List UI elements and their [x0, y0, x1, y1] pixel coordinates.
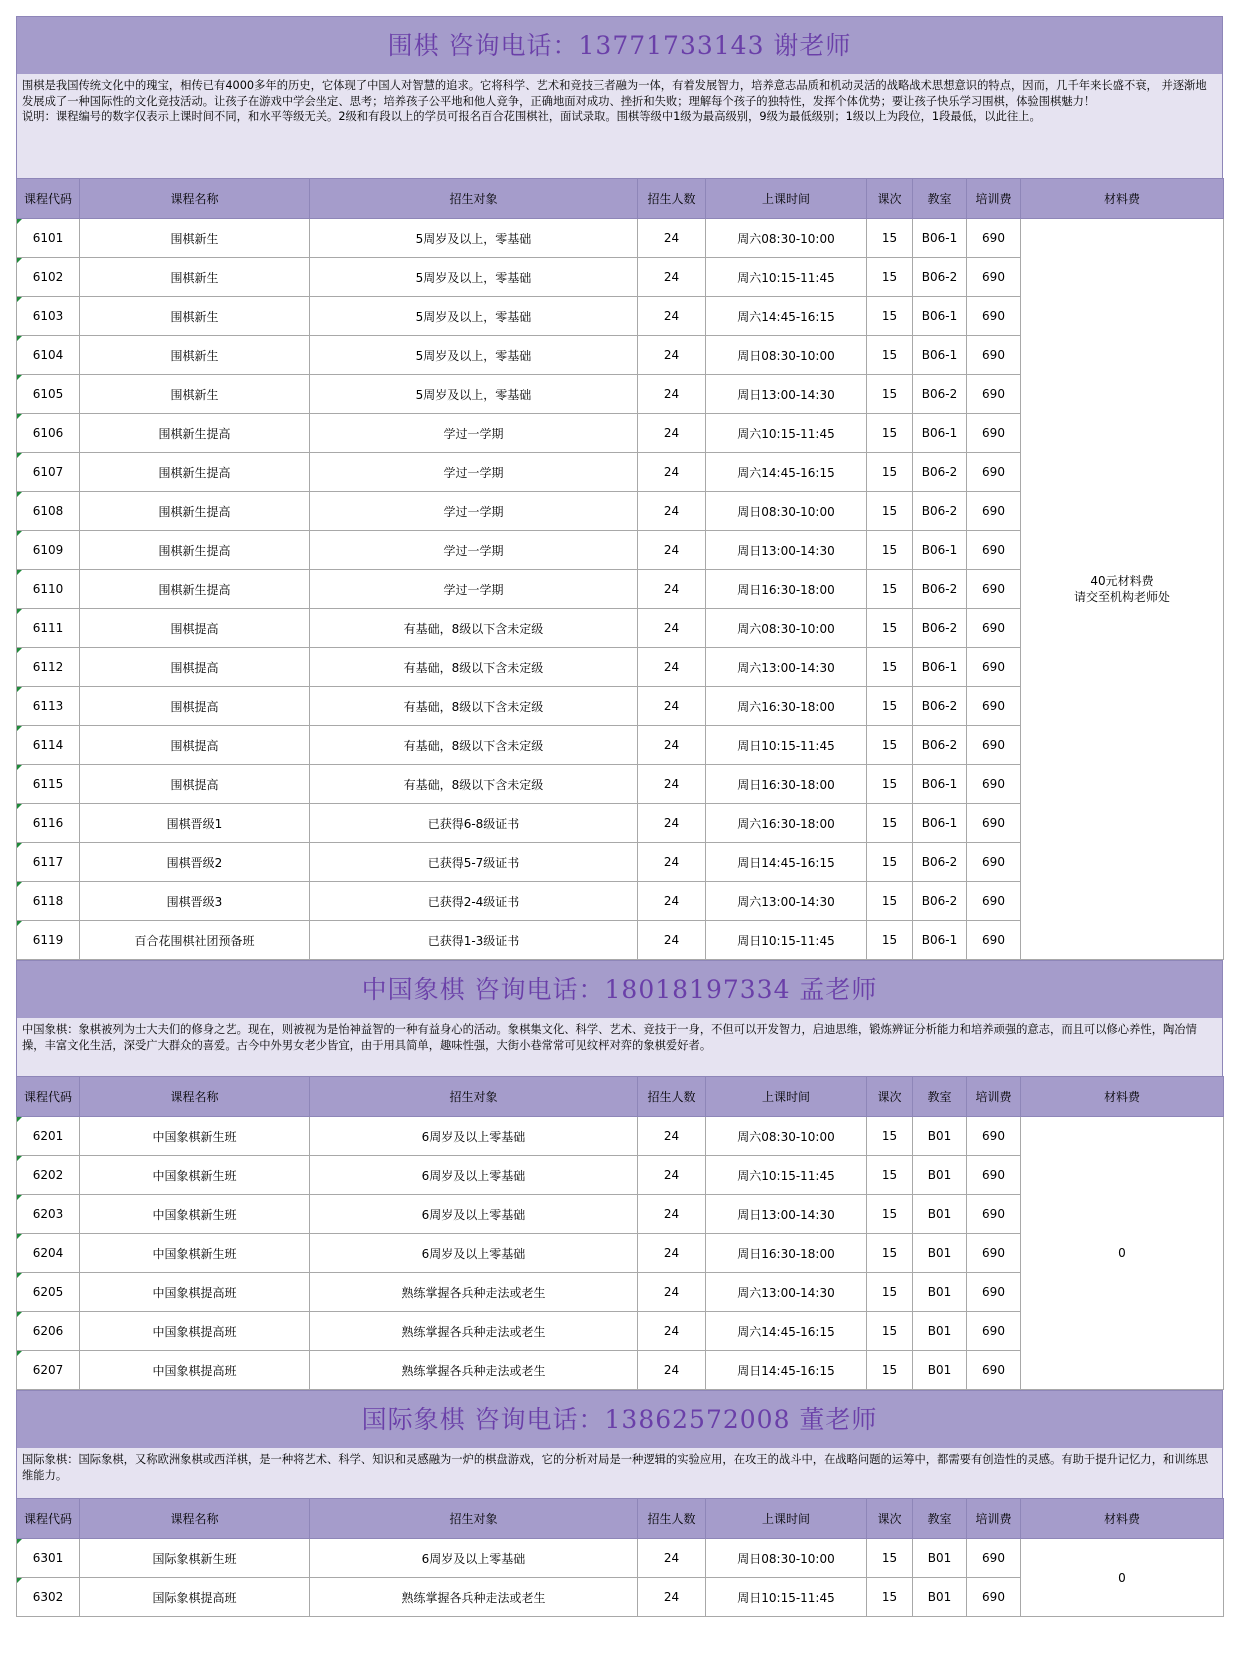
cell-col-target: 有基础，8级以下含未定级 — [310, 687, 638, 726]
material-fee-line: 40元材料费 — [1090, 574, 1154, 588]
cell-col-room: B06-1 — [913, 531, 967, 570]
cell-col-target: 熟练掌握各兵种走法或老生 — [310, 1273, 638, 1312]
cell-col-name: 围棋晋级3 — [80, 882, 310, 921]
cell-col-fee: 690 — [967, 1156, 1021, 1195]
table-row — [17, 1117, 1224, 1156]
cell-col-time: 周六13:00-14:30 — [706, 1273, 867, 1312]
header-col-room: 教室 — [913, 1499, 967, 1539]
cell-col-capacity: 24 — [638, 570, 706, 609]
cell-col-room: B06-2 — [913, 726, 967, 765]
cell-col-name: 围棋新生提高 — [80, 492, 310, 531]
cell-col-code: 6104 — [17, 336, 80, 375]
cell-col-fee: 690 — [967, 258, 1021, 297]
material-fee-line: 请交至机构老师处 — [1073, 590, 1170, 604]
cell-col-name: 中国象棋提高班 — [80, 1351, 310, 1390]
cell-col-fee: 690 — [967, 882, 1021, 921]
cell-col-sessions: 15 — [867, 531, 913, 570]
description-paragraph: 说明：课程编号的数字仅表示上课时间不同，和水平等级无关。2级和有段以上的学员可报名百合花围棋社，面试录取。围棋等级中1级为最高级别，9级为最低级别；1级以上为段位，1段最低，以此往上。 — [22, 110, 1041, 123]
header-row — [17, 1499, 1224, 1539]
header-col-name: 课程名称 — [80, 179, 310, 219]
description-paragraph: 国际象棋：国际象棋，又称欧洲象棋或西洋棋，是一种将艺术、科学、知识和灵感融为一炉的棋盘游戏，它的分析对局是一种逻辑的实验应用，在攻王的战斗中，在战略问题的运筹中，都需要有创造性的灵感。有助于提升记忆力，和训练思维能力。 — [22, 1453, 1209, 1482]
cell-col-code: 6201 — [17, 1117, 80, 1156]
table-row — [17, 1539, 1224, 1578]
header-col-material: 材料费 — [1021, 179, 1224, 219]
cell-col-time: 周日13:00-14:30 — [706, 1195, 867, 1234]
cell-col-name: 围棋新生 — [80, 258, 310, 297]
cell-col-code: 6112 — [17, 648, 80, 687]
cell-col-name: 围棋新生提高 — [80, 414, 310, 453]
cell-col-sessions: 15 — [867, 765, 913, 804]
cell-col-target: 有基础，8级以下含未定级 — [310, 765, 638, 804]
cell-col-sessions: 15 — [867, 1234, 913, 1273]
cell-col-target: 已获得5-7级证书 — [310, 843, 638, 882]
cell-col-time: 周日16:30-18:00 — [706, 570, 867, 609]
header-col-name: 课程名称 — [80, 1077, 310, 1117]
course-table — [16, 1076, 1224, 1390]
cell-col-sessions: 15 — [867, 258, 913, 297]
cell-col-fee: 690 — [967, 531, 1021, 570]
cell-col-sessions: 15 — [867, 414, 913, 453]
cell-col-time: 周日14:45-16:15 — [706, 843, 867, 882]
cell-col-code: 6106 — [17, 414, 80, 453]
cell-col-room: B06-1 — [913, 297, 967, 336]
cell-col-code: 6202 — [17, 1156, 80, 1195]
material-fee-line: 0 — [1118, 1570, 1126, 1585]
cell-col-time: 周六14:45-16:15 — [706, 297, 867, 336]
cell-col-time: 周日08:30-10:00 — [706, 492, 867, 531]
section-title: 国际象棋 咨询电话：13862572008 董老师 — [16, 1390, 1223, 1448]
cell-col-sessions: 15 — [867, 843, 913, 882]
cell-col-code: 6117 — [17, 843, 80, 882]
cell-col-code: 6302 — [17, 1578, 80, 1617]
cell-col-capacity: 24 — [638, 336, 706, 375]
cell-col-code: 6301 — [17, 1539, 80, 1578]
cell-col-name: 围棋新生 — [80, 336, 310, 375]
cell-col-room: B06-1 — [913, 921, 967, 960]
cell-col-name: 围棋新生提高 — [80, 453, 310, 492]
cell-col-name: 围棋新生 — [80, 219, 310, 258]
cell-col-name: 中国象棋新生班 — [80, 1234, 310, 1273]
cell-col-capacity: 24 — [638, 726, 706, 765]
cell-col-sessions: 15 — [867, 1117, 913, 1156]
cell-col-sessions: 15 — [867, 609, 913, 648]
cell-col-capacity: 24 — [638, 453, 706, 492]
section-description — [16, 1448, 1223, 1498]
cell-col-room: B06-2 — [913, 609, 967, 648]
cell-col-fee: 690 — [967, 1273, 1021, 1312]
cell-col-sessions: 15 — [867, 492, 913, 531]
cell-col-target: 学过一学期 — [310, 531, 638, 570]
cell-col-time: 周六16:30-18:00 — [706, 687, 867, 726]
cell-col-time: 周六10:15-11:45 — [706, 258, 867, 297]
cell-col-code: 6206 — [17, 1312, 80, 1351]
cell-col-room: B01 — [913, 1351, 967, 1390]
cell-col-room: B06-1 — [913, 804, 967, 843]
header-col-code: 课程代码 — [17, 179, 80, 219]
course-sheet — [16, 16, 1223, 1617]
cell-col-target: 5周岁及以上，零基础 — [310, 258, 638, 297]
cell-col-capacity: 24 — [638, 1234, 706, 1273]
cell-col-fee: 690 — [967, 765, 1021, 804]
cell-col-name: 国际象棋新生班 — [80, 1539, 310, 1578]
cell-col-fee: 690 — [967, 1351, 1021, 1390]
cell-col-sessions: 15 — [867, 1351, 913, 1390]
cell-col-capacity: 24 — [638, 843, 706, 882]
header-col-name: 课程名称 — [80, 1499, 310, 1539]
cell-col-capacity: 24 — [638, 1539, 706, 1578]
header-col-capacity: 招生人数 — [638, 1499, 706, 1539]
cell-col-sessions: 15 — [867, 921, 913, 960]
cell-col-time: 周日13:00-14:30 — [706, 531, 867, 570]
cell-col-name: 围棋提高 — [80, 765, 310, 804]
cell-col-sessions: 15 — [867, 648, 913, 687]
cell-col-fee: 690 — [967, 1234, 1021, 1273]
cell-col-capacity: 24 — [638, 375, 706, 414]
cell-col-time: 周六08:30-10:00 — [706, 609, 867, 648]
cell-col-time: 周日10:15-11:45 — [706, 921, 867, 960]
cell-col-fee: 690 — [967, 297, 1021, 336]
cell-col-capacity: 24 — [638, 1312, 706, 1351]
cell-col-target: 5周岁及以上，零基础 — [310, 375, 638, 414]
cell-col-capacity: 24 — [638, 492, 706, 531]
cell-col-room: B06-2 — [913, 258, 967, 297]
cell-col-fee: 690 — [967, 492, 1021, 531]
cell-col-room: B06-2 — [913, 492, 967, 531]
cell-col-time: 周日08:30-10:00 — [706, 1539, 867, 1578]
cell-col-sessions: 15 — [867, 1156, 913, 1195]
cell-col-name: 围棋新生提高 — [80, 570, 310, 609]
cell-col-code: 6118 — [17, 882, 80, 921]
cell-col-name: 中国象棋新生班 — [80, 1117, 310, 1156]
cell-col-fee: 690 — [967, 1195, 1021, 1234]
cell-col-target: 熟练掌握各兵种走法或老生 — [310, 1312, 638, 1351]
cell-col-time: 周日08:30-10:00 — [706, 336, 867, 375]
cell-col-room: B06-1 — [913, 414, 967, 453]
course-table — [16, 178, 1224, 960]
cell-col-code: 6119 — [17, 921, 80, 960]
cell-col-fee: 690 — [967, 1578, 1021, 1617]
cell-col-code: 6205 — [17, 1273, 80, 1312]
header-col-target: 招生对象 — [310, 179, 638, 219]
cell-col-capacity: 24 — [638, 1578, 706, 1617]
header-col-fee: 培训费 — [967, 1499, 1021, 1539]
header-col-target: 招生对象 — [310, 1077, 638, 1117]
cell-col-target: 5周岁及以上，零基础 — [310, 336, 638, 375]
cell-col-capacity: 24 — [638, 219, 706, 258]
cell-col-capacity: 24 — [638, 687, 706, 726]
cell-col-target: 熟练掌握各兵种走法或老生 — [310, 1578, 638, 1617]
cell-col-fee: 690 — [967, 414, 1021, 453]
cell-col-code: 6111 — [17, 609, 80, 648]
cell-col-room: B06-2 — [913, 453, 967, 492]
cell-col-room: B06-1 — [913, 648, 967, 687]
cell-col-capacity: 24 — [638, 1117, 706, 1156]
header-col-room: 教室 — [913, 1077, 967, 1117]
cell-col-code: 6114 — [17, 726, 80, 765]
cell-col-name: 围棋新生 — [80, 375, 310, 414]
header-col-material: 材料费 — [1021, 1077, 1224, 1117]
cell-col-target: 6周岁及以上零基础 — [310, 1117, 638, 1156]
cell-col-fee: 690 — [967, 570, 1021, 609]
cell-col-sessions: 15 — [867, 726, 913, 765]
cell-col-code: 6204 — [17, 1234, 80, 1273]
cell-col-name: 围棋提高 — [80, 726, 310, 765]
section-description — [16, 74, 1223, 178]
cell-col-sessions: 15 — [867, 687, 913, 726]
cell-col-fee: 690 — [967, 609, 1021, 648]
cell-col-name: 围棋新生提高 — [80, 531, 310, 570]
cell-col-name: 百合花围棋社团预备班 — [80, 921, 310, 960]
cell-col-target: 已获得2-4级证书 — [310, 882, 638, 921]
cell-col-time: 周六14:45-16:15 — [706, 1312, 867, 1351]
cell-col-code: 6105 — [17, 375, 80, 414]
cell-col-name: 中国象棋提高班 — [80, 1273, 310, 1312]
cell-col-room: B06-2 — [913, 882, 967, 921]
cell-col-name: 围棋提高 — [80, 687, 310, 726]
cell-col-target: 6周岁及以上零基础 — [310, 1195, 638, 1234]
cell-col-fee: 690 — [967, 1312, 1021, 1351]
cell-col-code: 6102 — [17, 258, 80, 297]
material-fee-line: 0 — [1118, 1246, 1126, 1260]
cell-col-name: 围棋晋级1 — [80, 804, 310, 843]
cell-col-room: B01 — [913, 1578, 967, 1617]
cell-col-code: 6101 — [17, 219, 80, 258]
cell-col-sessions: 15 — [867, 1195, 913, 1234]
cell-col-time: 周日13:00-14:30 — [706, 375, 867, 414]
description-paragraph: 中国象棋：象棋被列为士大夫们的修身之艺。现在，则被视为是怡神益智的一种有益身心的活动。象棋集文化、科学、艺术、竞技于一身，不但可以开发智力，启迪思维，锻炼辨证分析能力和培养顽强的意志，而且可以修心养性，陶冶情操，丰富文化生活，深受广大群众的喜爱。古今中外男女老少皆宜，由于用具简单，趣味性强，大街小巷常常可见纹枰对弈的象棋爱好者。 — [22, 1023, 1197, 1052]
cell-col-room: B01 — [913, 1195, 967, 1234]
cell-col-code: 6109 — [17, 531, 80, 570]
cell-col-capacity: 24 — [638, 1273, 706, 1312]
header-col-material: 材料费 — [1021, 1499, 1224, 1539]
cell-col-fee: 690 — [967, 843, 1021, 882]
cell-col-capacity: 24 — [638, 804, 706, 843]
cell-col-target: 6周岁及以上零基础 — [310, 1156, 638, 1195]
cell-col-room: B06-1 — [913, 336, 967, 375]
cell-col-sessions: 15 — [867, 1312, 913, 1351]
cell-col-target: 学过一学期 — [310, 570, 638, 609]
material-fee-cell — [1021, 219, 1224, 960]
cell-col-code: 6110 — [17, 570, 80, 609]
cell-col-capacity: 24 — [638, 297, 706, 336]
cell-col-room: B06-2 — [913, 687, 967, 726]
cell-col-target: 学过一学期 — [310, 414, 638, 453]
cell-col-code: 6203 — [17, 1195, 80, 1234]
cell-col-sessions: 15 — [867, 375, 913, 414]
cell-col-time: 周六08:30-10:00 — [706, 1117, 867, 1156]
cell-col-time: 周日10:15-11:45 — [706, 726, 867, 765]
cell-col-code: 6115 — [17, 765, 80, 804]
cell-col-fee: 690 — [967, 648, 1021, 687]
cell-col-name: 围棋提高 — [80, 648, 310, 687]
header-col-sessions: 课次 — [867, 179, 913, 219]
cell-col-capacity: 24 — [638, 609, 706, 648]
cell-col-sessions: 15 — [867, 882, 913, 921]
cell-col-time: 周日16:30-18:00 — [706, 1234, 867, 1273]
cell-col-time: 周六13:00-14:30 — [706, 882, 867, 921]
cell-col-target: 熟练掌握各兵种走法或老生 — [310, 1351, 638, 1390]
cell-col-time: 周六10:15-11:45 — [706, 1156, 867, 1195]
cell-col-room: B06-2 — [913, 843, 967, 882]
cell-col-fee: 690 — [967, 336, 1021, 375]
header-col-room: 教室 — [913, 179, 967, 219]
cell-col-room: B06-2 — [913, 375, 967, 414]
header-col-fee: 培训费 — [967, 1077, 1021, 1117]
cell-col-code: 6107 — [17, 453, 80, 492]
header-col-sessions: 课次 — [867, 1077, 913, 1117]
cell-col-time: 周六08:30-10:00 — [706, 219, 867, 258]
header-col-sessions: 课次 — [867, 1499, 913, 1539]
cell-col-fee: 690 — [967, 1117, 1021, 1156]
header-col-target: 招生对象 — [310, 1499, 638, 1539]
cell-col-target: 学过一学期 — [310, 453, 638, 492]
cell-col-target: 6周岁及以上零基础 — [310, 1234, 638, 1273]
cell-col-sessions: 15 — [867, 297, 913, 336]
cell-col-time: 周日10:15-11:45 — [706, 1578, 867, 1617]
section-title: 围棋 咨询电话：13771733143 谢老师 — [16, 16, 1223, 74]
cell-col-name: 围棋新生 — [80, 297, 310, 336]
cell-col-code: 6207 — [17, 1351, 80, 1390]
cell-col-capacity: 24 — [638, 1195, 706, 1234]
cell-col-fee: 690 — [967, 687, 1021, 726]
cell-col-name: 围棋晋级2 — [80, 843, 310, 882]
cell-col-code: 6103 — [17, 297, 80, 336]
cell-col-sessions: 15 — [867, 1578, 913, 1617]
cell-col-sessions: 15 — [867, 219, 913, 258]
cell-col-code: 6116 — [17, 804, 80, 843]
cell-col-room: B01 — [913, 1273, 967, 1312]
header-col-code: 课程代码 — [17, 1499, 80, 1539]
header-col-fee: 培训费 — [967, 179, 1021, 219]
cell-col-sessions: 15 — [867, 453, 913, 492]
header-col-capacity: 招生人数 — [638, 1077, 706, 1117]
cell-col-name: 围棋提高 — [80, 609, 310, 648]
cell-col-sessions: 15 — [867, 570, 913, 609]
cell-col-name: 中国象棋提高班 — [80, 1312, 310, 1351]
cell-col-sessions: 15 — [867, 804, 913, 843]
cell-col-capacity: 24 — [638, 1156, 706, 1195]
cell-col-name: 中国象棋新生班 — [80, 1195, 310, 1234]
cell-col-target: 已获得1-3级证书 — [310, 921, 638, 960]
cell-col-target: 已获得6-8级证书 — [310, 804, 638, 843]
header-col-code: 课程代码 — [17, 1077, 80, 1117]
cell-col-fee: 690 — [967, 375, 1021, 414]
cell-col-sessions: 15 — [867, 336, 913, 375]
section-description — [16, 1018, 1223, 1076]
cell-col-name: 国际象棋提高班 — [80, 1578, 310, 1617]
header-col-time: 上课时间 — [706, 1499, 867, 1539]
cell-col-target: 有基础，8级以下含未定级 — [310, 648, 638, 687]
cell-col-fee: 690 — [967, 726, 1021, 765]
cell-col-time: 周六16:30-18:00 — [706, 804, 867, 843]
cell-col-fee: 690 — [967, 453, 1021, 492]
cell-col-target: 有基础，8级以下含未定级 — [310, 726, 638, 765]
cell-col-room: B01 — [913, 1234, 967, 1273]
cell-col-fee: 690 — [967, 921, 1021, 960]
header-col-time: 上课时间 — [706, 179, 867, 219]
cell-col-capacity: 24 — [638, 882, 706, 921]
cell-col-target: 6周岁及以上零基础 — [310, 1539, 638, 1578]
cell-col-time: 周日16:30-18:00 — [706, 765, 867, 804]
cell-col-fee: 690 — [967, 1539, 1021, 1578]
cell-col-capacity: 24 — [638, 1351, 706, 1390]
cell-col-fee: 690 — [967, 219, 1021, 258]
cell-col-sessions: 15 — [867, 1273, 913, 1312]
header-col-time: 上课时间 — [706, 1077, 867, 1117]
header-row — [17, 1077, 1224, 1117]
cell-col-sessions: 15 — [867, 1539, 913, 1578]
material-fee-cell — [1021, 1117, 1224, 1390]
cell-col-room: B01 — [913, 1539, 967, 1578]
cell-col-time: 周六10:15-11:45 — [706, 414, 867, 453]
description-paragraph: 围棋是我国传统文化中的瑰宝，相传已有4000多年的历史，它体现了中国人对智慧的追求。它将科学、艺术和竞技三者融为一体，有着发展智力，培养意志品质和机动灵活的战略战术思想意识的特点，因而，几千年来长盛不衰， 并逐渐地发展成了一种国际性的文化竞技活动。让孩子在游戏中学会坐定、思考；培养孩子公平地和他人竞争，正确地面对成功、挫折和失败；理解每个孩子的独特性，发挥个体优势；要让孩子快乐学习围棋，体验围棋魅力！ — [22, 79, 1207, 108]
cell-col-capacity: 24 — [638, 531, 706, 570]
cell-col-room: B06-1 — [913, 765, 967, 804]
cell-col-room: B01 — [913, 1117, 967, 1156]
cell-col-target: 5周岁及以上，零基础 — [310, 297, 638, 336]
cell-col-target: 有基础，8级以下含未定级 — [310, 609, 638, 648]
cell-col-time: 周六13:00-14:30 — [706, 648, 867, 687]
cell-col-time: 周六14:45-16:15 — [706, 453, 867, 492]
cell-col-capacity: 24 — [638, 258, 706, 297]
cell-col-room: B01 — [913, 1312, 967, 1351]
cell-col-room: B06-2 — [913, 570, 967, 609]
header-col-capacity: 招生人数 — [638, 179, 706, 219]
cell-col-name: 中国象棋新生班 — [80, 1156, 310, 1195]
cell-col-target: 学过一学期 — [310, 492, 638, 531]
cell-col-code: 6113 — [17, 687, 80, 726]
header-row — [17, 179, 1224, 219]
cell-col-room: B01 — [913, 1156, 967, 1195]
cell-col-fee: 690 — [967, 804, 1021, 843]
cell-col-target: 5周岁及以上，零基础 — [310, 219, 638, 258]
cell-col-code: 6108 — [17, 492, 80, 531]
material-fee-cell — [1021, 1539, 1224, 1617]
section-title: 中国象棋 咨询电话：18018197334 孟老师 — [16, 960, 1223, 1018]
table-row — [17, 219, 1224, 258]
cell-col-capacity: 24 — [638, 765, 706, 804]
cell-col-time: 周日14:45-16:15 — [706, 1351, 867, 1390]
cell-col-capacity: 24 — [638, 414, 706, 453]
cell-col-capacity: 24 — [638, 648, 706, 687]
cell-col-room: B06-1 — [913, 219, 967, 258]
cell-col-capacity: 24 — [638, 921, 706, 960]
course-table — [16, 1498, 1224, 1617]
